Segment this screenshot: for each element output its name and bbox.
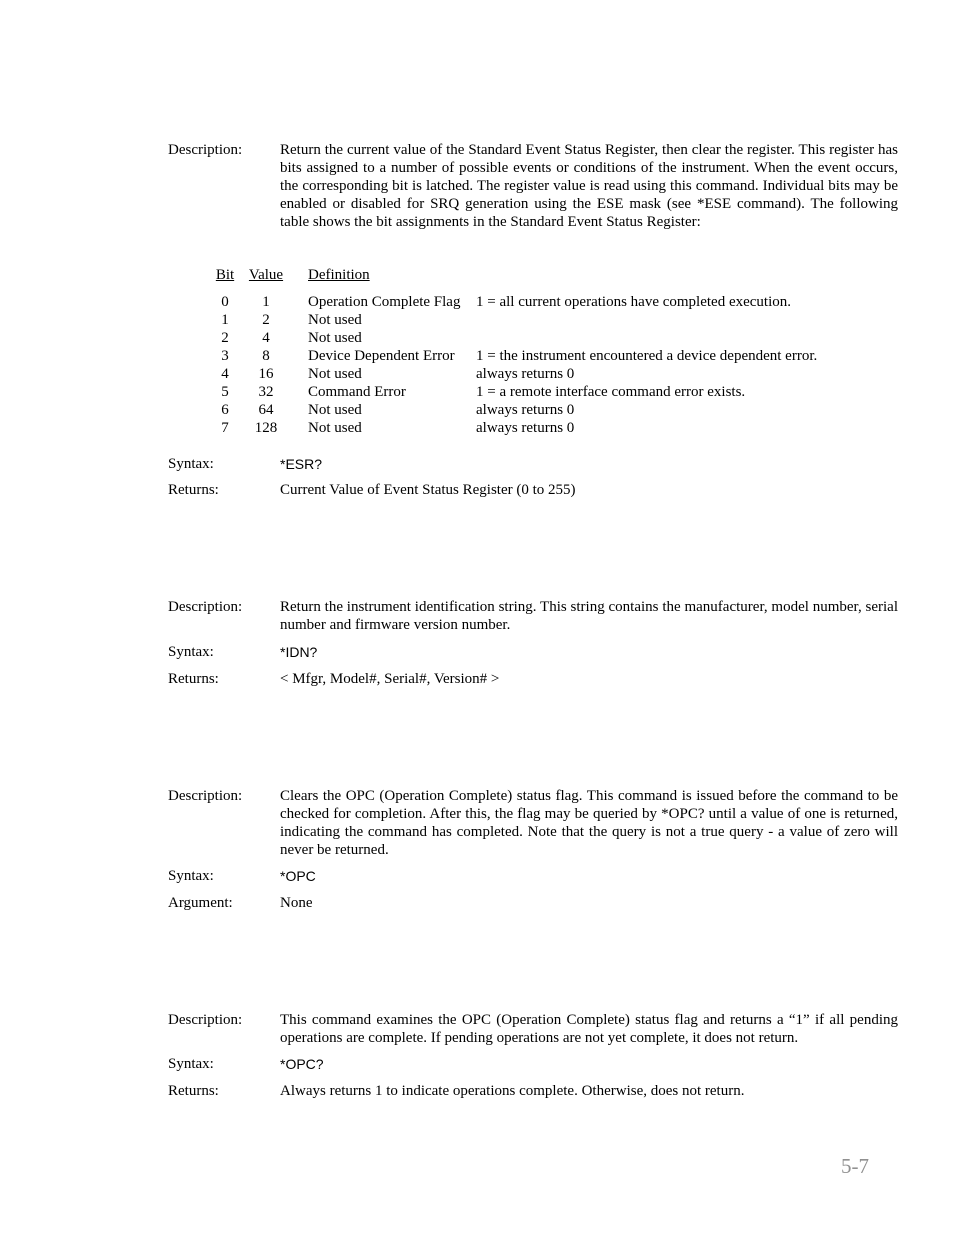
syntax-label: Syntax: — [168, 644, 214, 660]
cell-bit: 0 — [221, 294, 229, 310]
argument-text: None — [280, 895, 313, 911]
cell-definition: Not used — [308, 312, 362, 328]
cell-bit: 2 — [221, 330, 229, 346]
cell-bit: 5 — [221, 384, 229, 400]
header-value: Value — [248, 267, 284, 283]
syntax-label: Syntax: — [168, 456, 214, 472]
description-text: Return the current value of the Standard Event Status Register, then clear the register. This register has bits assigned to a number of possible events or conditions of the instrument. When the event occurs, the corresponding bit is latched. The register value is read using this command. Individual bits may be enabled or disabled for SRQ generation using the ESE mask (see *ESE command). The following table shows the bit assignments in the Standard Event Status Register: — [280, 142, 898, 230]
returns-text: Always returns 1 to indicate operations complete. Otherwise, does not return. — [280, 1083, 745, 1099]
header-definition: Definition — [308, 267, 370, 283]
returns-label: Returns: — [168, 671, 219, 687]
cell-value: 128 — [254, 420, 278, 436]
cell-value: 2 — [262, 312, 270, 328]
cell-note: always returns 0 — [476, 366, 575, 382]
cell-definition: Not used — [308, 402, 362, 418]
description-text: Return the instrument identification string. This string contains the manufacturer, model number, serial number and firmware version number. — [280, 599, 898, 633]
cell-value: 1 — [262, 294, 270, 310]
cell-value: 16 — [258, 366, 274, 382]
cell-note: 1 = a remote interface command error exists. — [476, 384, 746, 400]
cell-bit: 4 — [221, 366, 229, 382]
returns-label: Returns: — [168, 482, 219, 498]
cell-note: always returns 0 — [476, 420, 575, 436]
syntax-command: *IDN? — [280, 644, 318, 660]
cell-note: always returns 0 — [476, 402, 575, 418]
cell-definition: Not used — [308, 420, 362, 436]
cell-note: 1 = the instrument encountered a device dependent error. — [476, 348, 818, 364]
cell-bit: 7 — [221, 420, 229, 436]
argument-label: Argument: — [168, 895, 233, 911]
cell-value: 64 — [258, 402, 274, 418]
cell-value: 8 — [262, 348, 270, 364]
syntax-label: Syntax: — [168, 868, 214, 884]
returns-text: < Mfgr, Model#, Serial#, Version# > — [280, 671, 500, 687]
description-label: Description: — [168, 142, 243, 158]
cell-definition: Not used — [308, 330, 362, 346]
cell-bit: 1 — [221, 312, 229, 328]
description-text: Clears the OPC (Operation Complete) status flag. This command is issued before the command to be checked for completion. After this, the flag may be queried by *OPC? until a value of one is returned, indicating the command has completed. Note that the query is not a true query - a value of zero will never be returned. — [280, 788, 898, 858]
cell-value: 32 — [258, 384, 274, 400]
cell-definition: Operation Complete Flag — [308, 294, 461, 310]
cell-bit: 6 — [221, 402, 229, 418]
cell-definition: Not used — [308, 366, 362, 382]
cell-definition: Device Dependent Error — [308, 348, 455, 364]
description-label: Description: — [168, 1012, 243, 1028]
cell-note: 1 = all current operations have completed execution. — [476, 294, 792, 310]
description-text: This command examines the OPC (Operation Complete) status flag and returns a “1” if all pending operations are complete. If pending operations are not yet complete, it does not return. — [280, 1012, 898, 1046]
returns-label: Returns: — [168, 1083, 219, 1099]
syntax-command: *ESR? — [280, 456, 323, 472]
description-label: Description: — [168, 599, 243, 615]
cell-definition: Command Error — [308, 384, 406, 400]
header-bit: Bit — [215, 267, 235, 283]
cell-bit: 3 — [221, 348, 229, 364]
returns-text: Current Value of Event Status Register (0 to 255) — [280, 482, 576, 498]
syntax-command: *OPC? — [280, 1056, 324, 1072]
syntax-command: *OPC — [280, 868, 316, 884]
cell-value: 4 — [262, 330, 270, 346]
page-number: 5-7 — [841, 1154, 869, 1178]
description-label: Description: — [168, 788, 243, 804]
syntax-label: Syntax: — [168, 1056, 214, 1072]
